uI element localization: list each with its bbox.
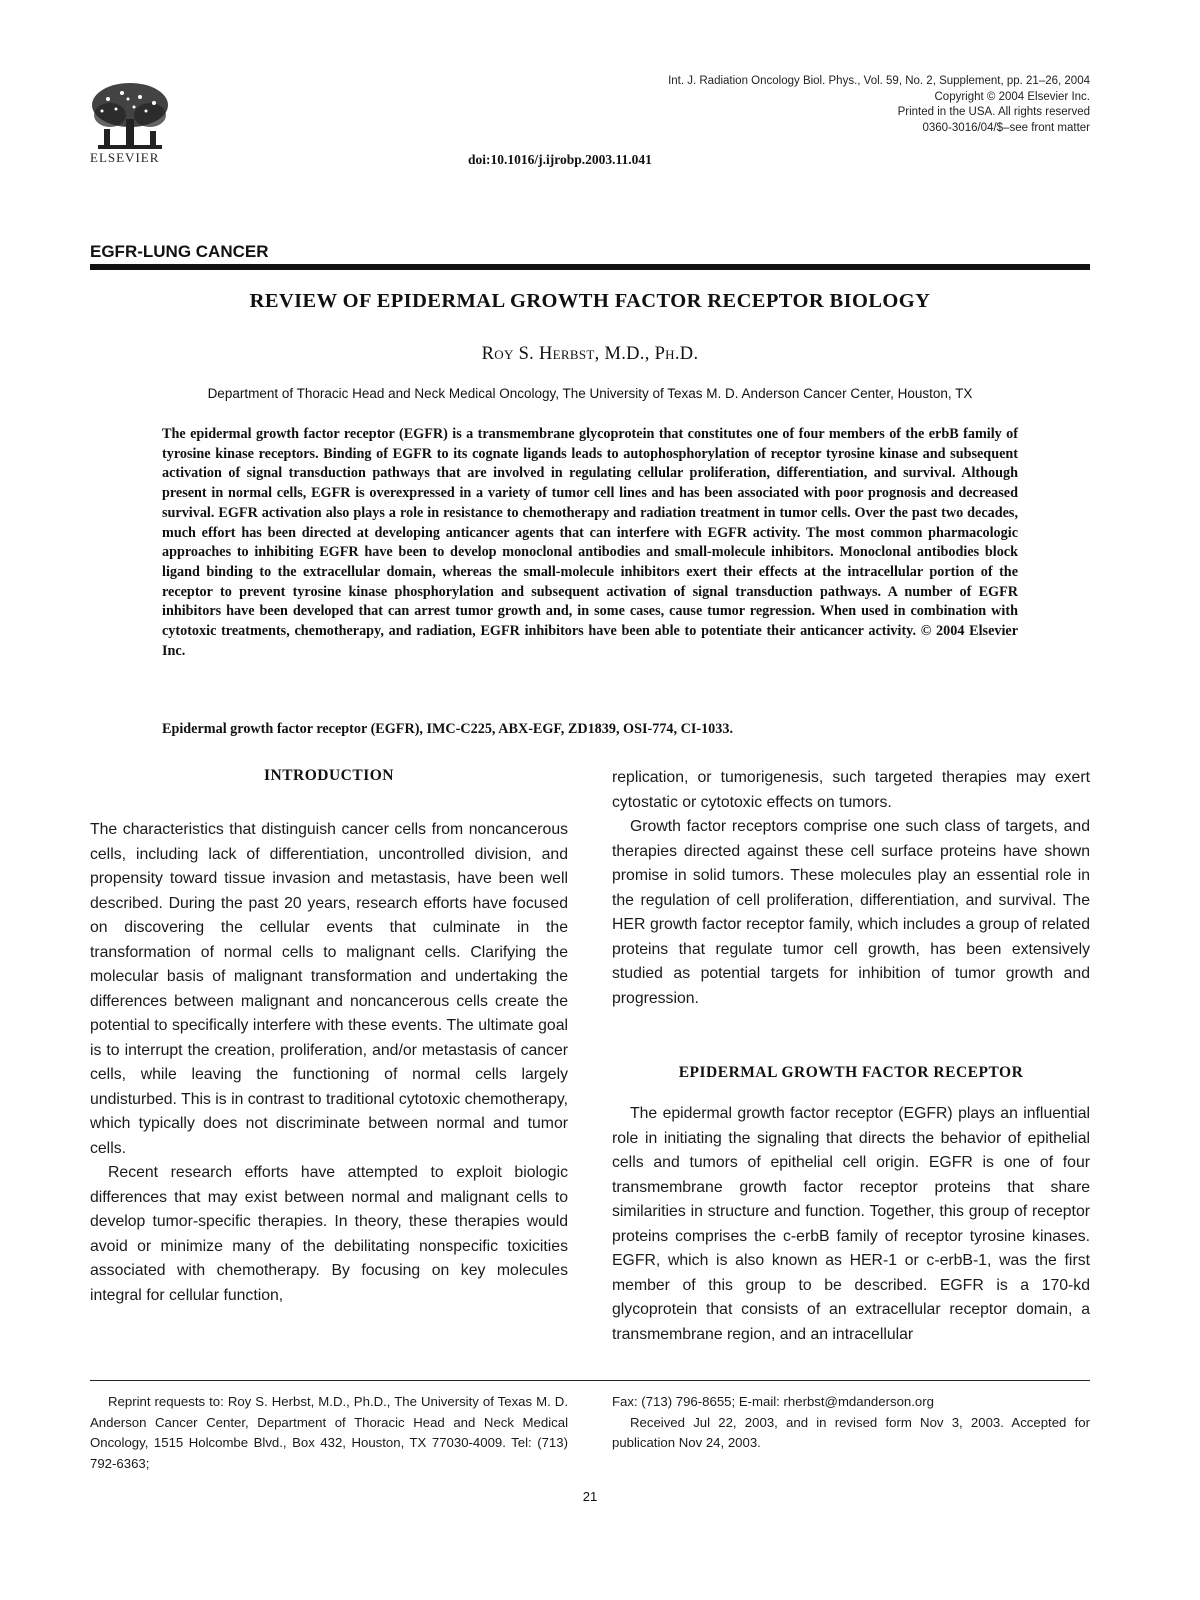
- doi-link[interactable]: doi:10.1016/j.ijrobp.2003.11.041: [468, 152, 652, 167]
- keywords: Epidermal growth factor receptor (EGFR), IMC-C225, ABX-EGF, ZD1839, OSI-774, CI-1033.: [162, 721, 734, 737]
- journal-line: Copyright © 2004 Elsevier Inc.: [934, 90, 1090, 103]
- right-column: [612, 766, 1090, 1011]
- paragraph: Recent research efforts have attempted to exploit biologic differences that may exist between normal and malignant cells to develop tumor-specific therapies. In theory, these therapies would avoid or minimize many of the debilitating nonspecific toxicities associated with chemotherapy. By focusing on key molecules integral for cellular function,: [90, 1164, 568, 1304]
- header-rule: [90, 264, 1090, 270]
- left-column: [90, 818, 568, 1308]
- abstract: The epidermal growth factor receptor (EGFR) is a transmembrane glycoprotein that constitutes one of four members of the erbB family of tyrosine kinase receptors. Binding of EGFR to its cognate ligands leads to autophosphorylation of receptor tyrosine kinase and subsequent activation of signal transduction pathways that are involved in regulating cellular proliferation, differentiation, and survival. Although present in normal cells, EGFR is overexpressed in a variety of tumor cell lines and has been associated with poor prognosis and decreased survival. EGFR activation also plays a role in resistance to chemotherapy and radiation treatment in tumor cells. Over the past two decades, much effort has been directed at developing anticancer agents that can interfere with EGFR activity. The most common pharmacologic approaches to inhibiting EGFR have been to develop monoclonal antibodies and small-molecule inhibitors. Monoclonal antibodies block ligand binding to the extracellular domain, whereas the small-molecule inhibitors exert their effects at the intracellular portion of the receptor to prevent tyrosine kinase phosphorylation and subsequent activation of signal transduction pathways. A number of EGFR inhibitors have been developed that can arrest tumor growth and, in some cases, cause tumor regression. When used in combination with cytotoxic treatments, chemotherapy, and radiation, EGFR inhibitors have been able to potentiate their anticancer activity. © 2004 Elsevier Inc.: [162, 426, 1018, 659]
- journal-line: 0360-3016/04/$–see front matter: [922, 121, 1090, 134]
- footnote-received: Received Jul 22, 2003, and in revised form Nov 3, 2003. Accepted for publication Nov 24, 2003.: [612, 1414, 1090, 1450]
- footnote-text: Reprint requests to: Roy S. Herbst, M.D., Ph.D., The University of Texas M. D. Anderson Cancer Center, Department of Thoracic Head and Neck Medical Oncology, 1515 Holcombe Blvd., Box 432, Houston, TX 77030-4009. Tel: (713) 792-6363;: [90, 1394, 568, 1471]
- paragraph: The epidermal growth factor receptor (EGFR) plays an influential role in initiating the signaling that directs the behavior of epithelial cells and tumors of epithelial cell origin. EGFR is one of four transmembrane growth factor receptor proteins that share similarities in structure and function. Together, this group of receptor proteins comprises the c-erbB family of receptor tyrosine kinases. EGFR, which is also known as HER-1 or c-erbB-1, was the first member of this group to be described. EGFR is a 170-kd glycoprotein that consists of an extracellular receptor domain, a transmembrane region, and an intracellular: [612, 1105, 1090, 1343]
- section-heading-egfr: EPIDERMAL GROWTH FACTOR RECEPTOR: [678, 1064, 1024, 1081]
- journal-citation: [668, 74, 1090, 136]
- publisher-name: ELSEVIER: [90, 150, 160, 165]
- paragraph: Growth factor receptors comprise one such class of targets, and therapies directed against these cell surface proteins have shown promise in solid tumors. These molecules play an essential role in the regulation of cell proliferation, differentiation, and survival. The HER growth factor receptor family, which includes a group of related proteins that regulate tumor cell growth, has been extensively studied as potential targets for inhibition of tumor growth and progression.: [612, 818, 1090, 1007]
- journal-line: Printed in the USA. All rights reserved: [897, 106, 1090, 118]
- page-number: 21: [582, 1489, 598, 1504]
- paragraph: replication, or tumorigenesis, such targeted therapies may exert cytostatic or cytotoxic effects on tumors.: [612, 769, 1090, 811]
- footnote-reprint: [90, 1392, 568, 1474]
- author-name: Roy S. Herbst, M.D., Ph.D.: [481, 344, 699, 364]
- author-affiliation: Department of Thoracic Head and Neck Medical Oncology, The University of Texas M. D. Anderson Cancer Center, Houston, TX: [207, 386, 973, 401]
- footnote-contact: [612, 1392, 1090, 1454]
- paragraph: The characteristics that distinguish cancer cells from noncancerous cells, including lack of differentiation, uncontrolled division, and propensity toward tissue invasion and metastasis, have been well described. During the past 20 years, research efforts have focused on discovering the cellular events that culminate in the transformation of normal cells to malignant cells. Clarifying the molecular basis of malignant transformation and undertaking the differences between malignant and noncancerous cells create the potential to specifically interfere with these events. The ultimate goal is to interrupt the creation, proliferation, and/or metastasis of cancer cells, while leaving the functioning of normal cells largely undisturbed. This is in contrast to traditional cytotoxic chemotherapy, which typically does not discriminate between normal and tumor cells.: [90, 821, 568, 1157]
- footnote-fax-email: Fax: (713) 796-8655; E-mail: rherbst@mdanderson.org: [612, 1394, 934, 1409]
- journal-line: Int. J. Radiation Oncology Biol. Phys., Vol. 59, No. 2, Supplement, pp. 21–26, 2004: [668, 75, 1090, 87]
- right-column-egfr: [612, 1102, 1090, 1347]
- footnote-rule: [90, 1380, 1090, 1381]
- section-heading-introduction: INTRODUCTION: [263, 767, 394, 784]
- section-tag: EGFR-LUNG CANCER: [90, 242, 269, 261]
- article-title: REVIEW OF EPIDERMAL GROWTH FACTOR RECEPTOR BIOLOGY: [249, 290, 931, 312]
